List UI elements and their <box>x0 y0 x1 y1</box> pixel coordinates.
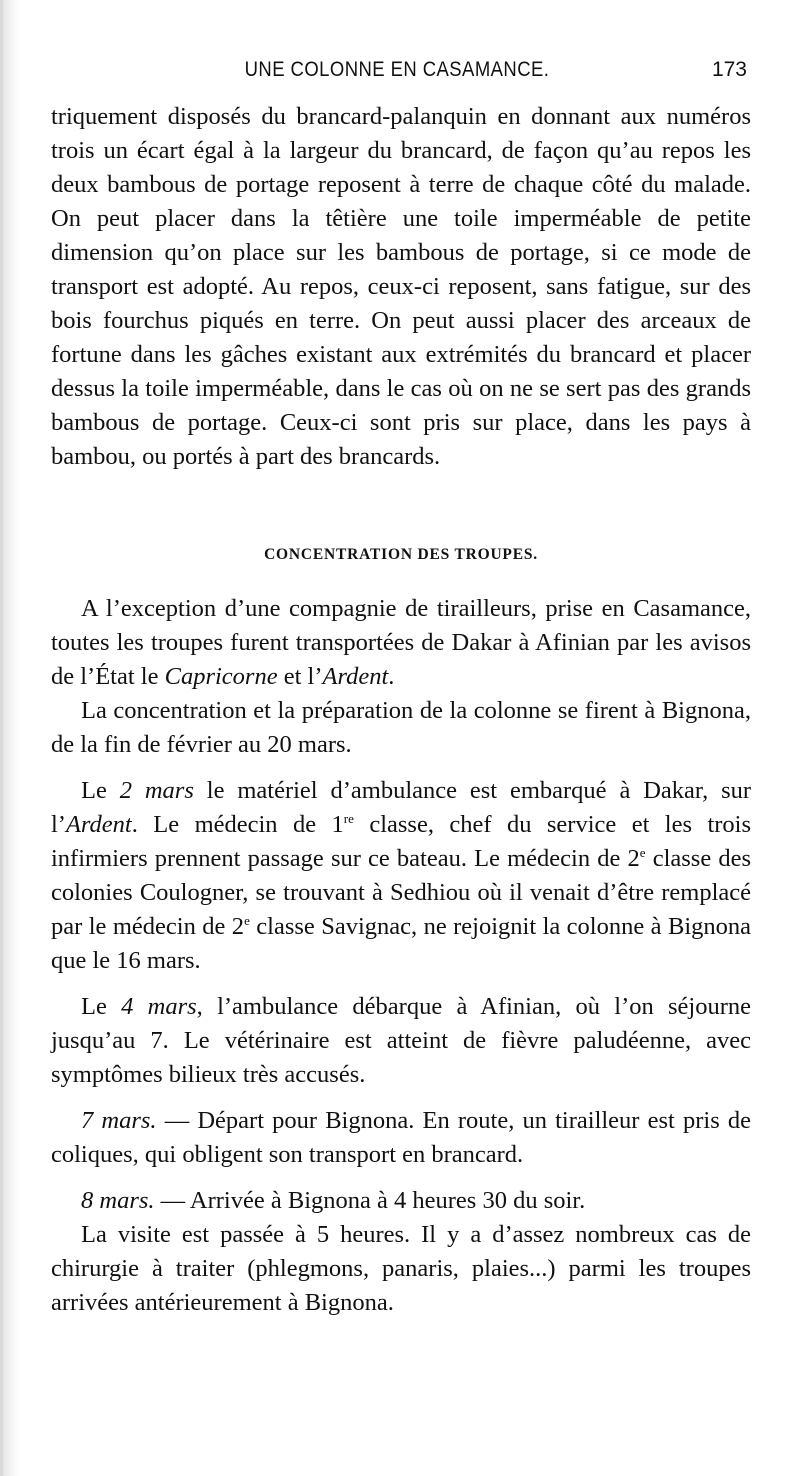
ship-name: Ardent <box>65 811 132 838</box>
date-label: 2 mars <box>119 777 194 804</box>
paragraph-7-mars <box>51 1104 751 1172</box>
paragraph-text: . Le médecin de 1 <box>131 811 344 838</box>
superscript: re <box>343 810 354 826</box>
paragraph-4-mars <box>51 990 751 1092</box>
paragraph-continuation: triquement disposés du brancard-palanquin en donnant aux numéros trois un écart égal à la largeur du brancard, de façon qu’au repos les deux bambous de portage reposent à terre de chaque côté du malade. On peut placer dans la têtière une toile imperméable de petite dimension qu’on place sur les bambous de portage, si ce mode de transport est adopté. Au repos, ceux-ci reposent, sans fatigue, sur des bois fourchus piqués en terre. On peut aussi placer des arceaux de fortune dans les gâches existant aux extrémités du brancard et placer dessus la toile imperméable, dans le cas où on ne se sert pas des grands bambous de portage. Ceux-ci sont pris sur place, dans les pays à bambou, ou portés à part des brancards. <box>51 103 751 470</box>
paragraph-text: classe Savignac, ne rejoignit la colonne à Bignona que le 16 mars. <box>51 913 751 974</box>
paragraph-text: — Départ pour Bignona. En route, un tirailleur est pris de coliques, qui obligent son transport en brancard. <box>51 1107 751 1168</box>
section-heading: CONCENTRATION DES TROUPES. <box>264 546 538 563</box>
paragraph-text: classe des colonies Coulogner, se trouvant à Sedhiou où il venait d’être remplacé par le médecin de 2 <box>51 845 751 940</box>
paragraph-text: , l’ambulance débarque à Afinian, où l’on séjourne jusqu’au 7. Le vétérinaire est atteint de fièvre paludéenne, avec symptômes bilieux très accusés. <box>51 993 752 1088</box>
superscript: e <box>244 912 250 928</box>
paragraph-text: Le <box>81 993 122 1020</box>
paragraph-text: et l’ <box>277 663 323 690</box>
date-label: 8 mars. <box>81 1187 155 1214</box>
date-label: 7 mars. <box>81 1107 157 1134</box>
text-block-main <box>51 592 751 1320</box>
date-label: 4 mars <box>121 993 197 1020</box>
page-number: 173 <box>711 58 747 81</box>
superscript: e <box>639 844 646 860</box>
running-title: UNE COLONNE EN CASAMANCE. <box>244 58 550 81</box>
running-head <box>47 58 747 88</box>
paragraph-text: le matériel d’ambulance est embarqué à Dakar, sur l’ <box>51 777 752 838</box>
paragraph-text: A l’exception d’une compagnie de tirailleurs, prise en Casamance, toutes les troupes furent transportées de Dakar à Afinian par les avisos de l’État le <box>51 595 751 690</box>
paragraph-concentration: La concentration et la préparation de la colonne se firent à Bignona, de la fin de février au 20 mars. <box>51 697 751 758</box>
paragraph-text: Le <box>81 777 120 804</box>
page-gutter-shadow <box>3 0 19 1476</box>
paragraph-visite: La visite est passée à 5 heures. Il y a d’assez nombreux cas de chirurgie à traiter (phlegmons, panaris, plaies...) parmi les troupes arrivées antérieurement à Bignona. <box>51 1221 751 1316</box>
paragraph-text: . <box>388 663 395 690</box>
paragraph-troops-transport <box>51 592 751 694</box>
ship-name: Ardent <box>322 663 389 690</box>
paragraph-text: — Arrivée à Bignona à 4 heures 30 du soir. <box>154 1187 586 1214</box>
paragraph-8-mars <box>51 1184 751 1218</box>
text-block-top <box>51 100 751 474</box>
paragraph-text: classe, chef du service et les trois infirmiers prennent passage sur ce bateau. Le médecin de 2 <box>51 811 752 872</box>
ship-name: Capricorne <box>164 663 278 690</box>
paragraph-2-mars <box>51 774 751 978</box>
